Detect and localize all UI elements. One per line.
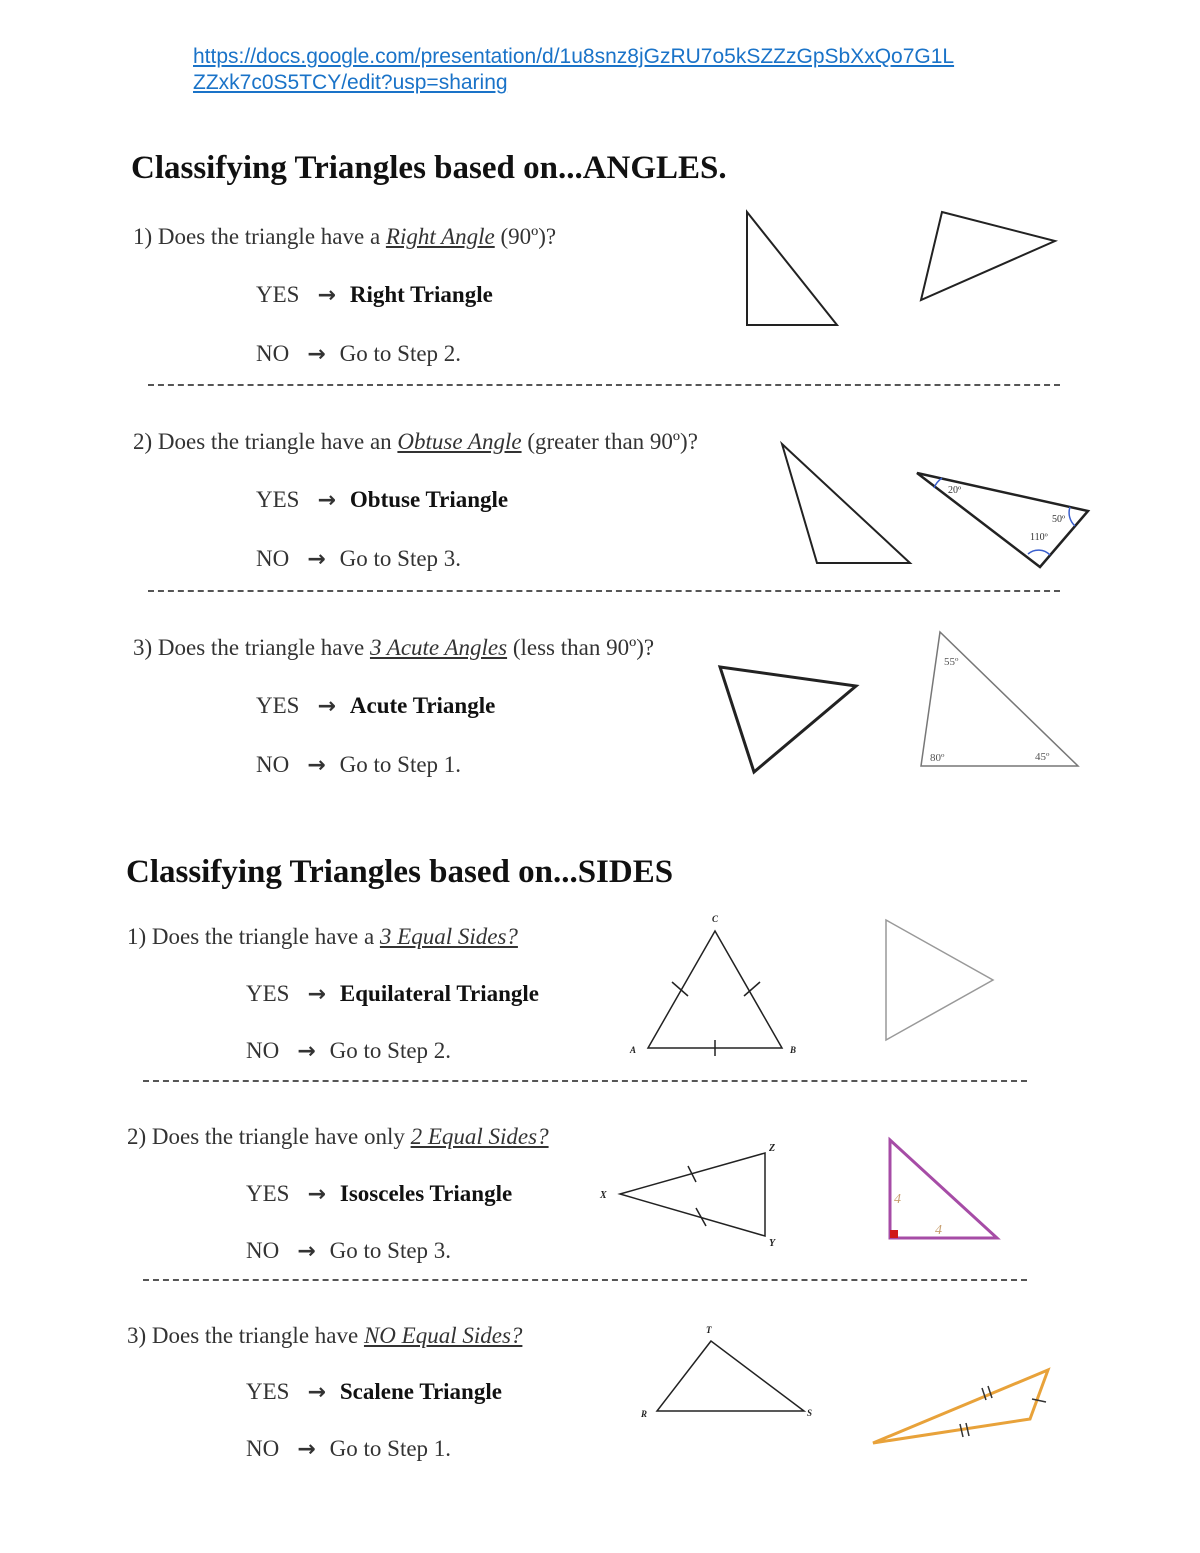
right-triangle: [747, 212, 837, 325]
angles-step-1-no: NO → Go to Step 2.: [256, 341, 462, 367]
sides-step-2-yes: YES → Isosceles Triangle: [246, 1181, 513, 1207]
side-length-label-left: 4: [894, 1192, 901, 1207]
sides-step-3-yes: YES → Scalene Triangle: [246, 1379, 502, 1405]
angles-title: Classifying Triangles based on...ANGLES.: [131, 150, 727, 186]
angles-step-3-yes: YES → Acute Triangle: [256, 693, 496, 719]
obtuse-angle-label-50: 50º: [1052, 514, 1066, 525]
equilateral-triangle-rotated: [886, 920, 993, 1040]
right-triangle-rotated: [921, 212, 1055, 300]
sides-step-1-question: 1) Does the triangle have a 3 Equal Sides?: [127, 924, 518, 949]
angles-step-1-yes: YES → Right Triangle: [256, 282, 493, 308]
vertex-label-s: S: [807, 1408, 813, 1418]
scalene-triangle-marked: [873, 1370, 1048, 1443]
obtuse-triangle: [782, 444, 910, 563]
acute-angle-label-55: 55º: [944, 656, 959, 668]
scalene-triangle: [657, 1341, 804, 1411]
angles-step-3-question: 3) Does the triangle have 3 Acute Angles (less than 90º)?: [133, 635, 655, 660]
angles-step-2-yes: YES → Obtuse Triangle: [256, 487, 509, 513]
sides-step-3-question: 3) Does the triangle have NO Equal Sides?: [127, 1323, 523, 1348]
angles-step-2-no: NO → Go to Step 3.: [256, 546, 462, 572]
side-length-label-bottom: 4: [935, 1223, 942, 1238]
vertex-label-x: X: [600, 1190, 607, 1201]
vertex-label-t: T: [706, 1325, 712, 1335]
angles-step-2-question: 2) Does the triangle have an Obtuse Angle (greater than 90º)?: [133, 429, 698, 454]
sides-step-2-no: NO → Go to Step 3.: [246, 1238, 452, 1264]
vertex-label-a: A: [630, 1045, 637, 1055]
equilateral-triangle: [648, 931, 782, 1048]
acute-angle-label-45: 45º: [1035, 751, 1050, 763]
link-line-2[interactable]: ZZxk7c0S5TCY/edit?usp=sharing: [193, 71, 508, 94]
vertex-label-b: B: [790, 1045, 797, 1055]
acute-angle-label-80: 80º: [930, 752, 945, 764]
isosceles-triangle: [620, 1153, 765, 1236]
angles-step-3-no: NO → Go to Step 1.: [256, 752, 462, 778]
obtuse-angle-label-110: 110º: [1030, 532, 1048, 543]
vertex-label-y: Y: [769, 1238, 776, 1249]
isosceles-right-triangle: [890, 1140, 997, 1238]
sides-title: Classifying Triangles based on...SIDES: [126, 854, 674, 890]
obtuse-angle-label-20: 20º: [948, 485, 962, 496]
sides-step-3-no: NO → Go to Step 1.: [246, 1436, 452, 1462]
vertex-label-c: C: [712, 914, 719, 924]
acute-triangle: [720, 667, 856, 772]
vertex-label-r: R: [641, 1409, 648, 1419]
sides-step-1-no: NO → Go to Step 2.: [246, 1038, 452, 1064]
link-line-1[interactable]: https://docs.google.com/presentation/d/1u8snz8jGzRU7o5kSZZzGpSbXxQo7G1L: [193, 45, 955, 68]
sides-step-1-yes: YES → Equilateral Triangle: [246, 981, 540, 1007]
acute-triangle-labeled: [921, 632, 1078, 766]
angles-step-1-question: 1) Does the triangle have a Right Angle (90º)?: [133, 224, 557, 249]
sides-step-2-question: 2) Does the triangle have only 2 Equal Sides?: [127, 1124, 549, 1149]
vertex-label-z: Z: [769, 1143, 776, 1154]
